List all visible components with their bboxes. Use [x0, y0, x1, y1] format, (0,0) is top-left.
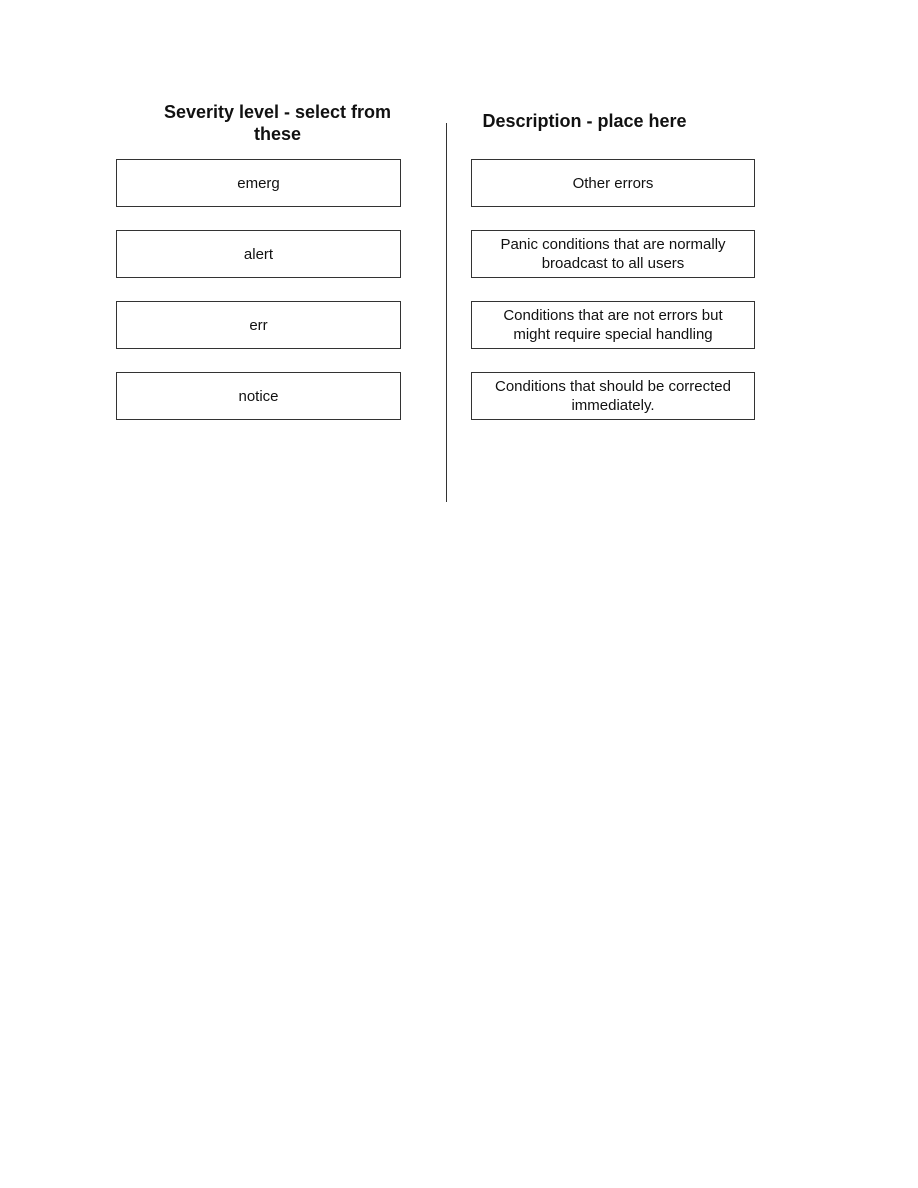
- severity-option-notice[interactable]: notice: [116, 372, 401, 420]
- description-column-header: Description - place here: [482, 111, 687, 131]
- column-divider: [446, 123, 447, 502]
- description-target-panic-conditions[interactable]: Panic conditions that are normally broadcast to all users: [471, 230, 755, 278]
- severity-column-header: Severity level - select from these: [163, 102, 392, 144]
- description-target-special-handling[interactable]: Conditions that are not errors but might require special handling: [471, 301, 755, 349]
- description-target-other-errors[interactable]: Other errors: [471, 159, 755, 207]
- severity-option-emerg[interactable]: emerg: [116, 159, 401, 207]
- description-target-corrected-immediately[interactable]: Conditions that should be corrected immediately.: [471, 372, 755, 420]
- severity-option-err[interactable]: err: [116, 301, 401, 349]
- severity-option-alert[interactable]: alert: [116, 230, 401, 278]
